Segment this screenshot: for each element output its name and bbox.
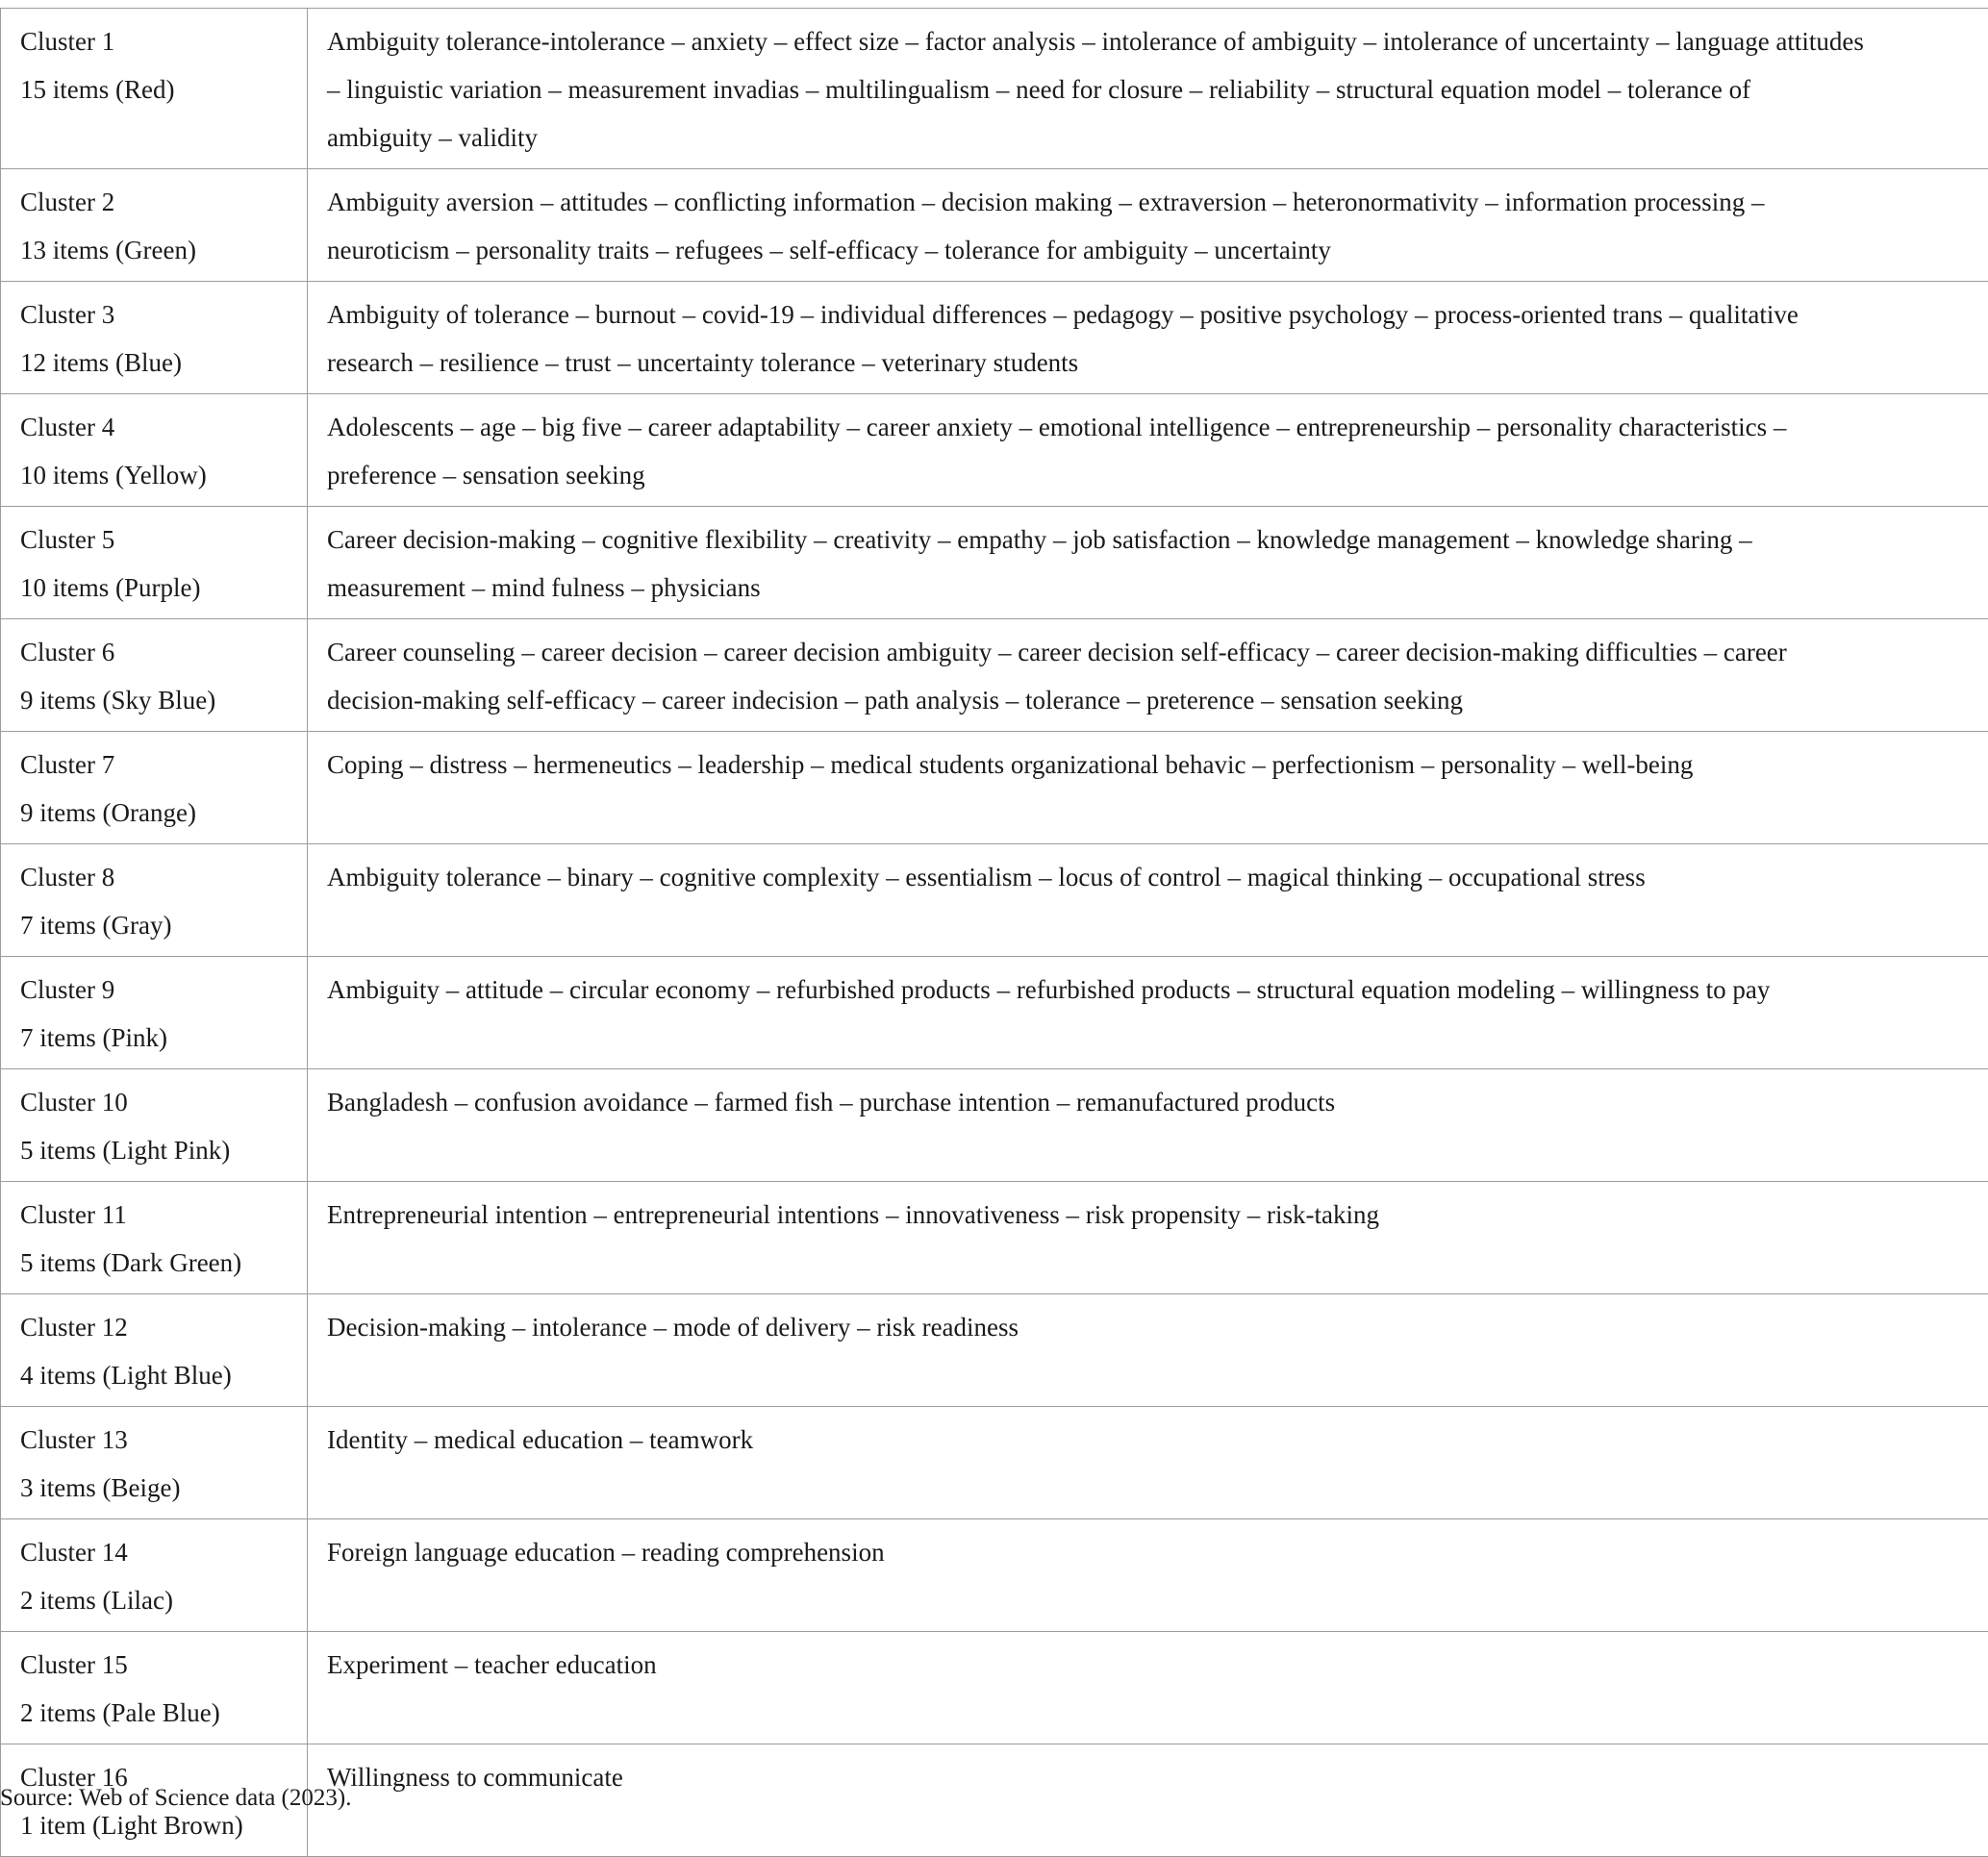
cluster-item-count: 5 items (Dark Green) xyxy=(20,1239,288,1287)
cluster-item-count: 3 items (Beige) xyxy=(20,1464,288,1512)
cluster-item-count: 7 items (Gray) xyxy=(20,901,288,949)
cluster-terms-line: – linguistic variation – measurement invadias – multilingualism – need for closure – reliability – structural equation model – tolerance of xyxy=(327,65,1969,113)
cluster-terms-cell xyxy=(308,394,1988,507)
cluster-terms-cell xyxy=(308,957,1988,1069)
cluster-table xyxy=(0,8,1988,1857)
table-source-note: Source: Web of Science data (2023). xyxy=(0,1784,351,1813)
cluster-terms-line: Ambiguity tolerance – binary – cognitive complexity – essentialism – locus of control – magical thinking – occupational stress xyxy=(327,853,1969,901)
cluster-name: Cluster 6 xyxy=(20,628,288,676)
cluster-name: Cluster 12 xyxy=(20,1303,288,1351)
cluster-label-cell xyxy=(1,844,308,957)
cluster-terms-line: neuroticism – personality traits – refugees – self-efficacy – tolerance for ambiguity – uncertainty xyxy=(327,226,1969,274)
cluster-terms-line: Decision-making – intolerance – mode of delivery – risk readiness xyxy=(327,1303,1969,1351)
cluster-terms-line: Ambiguity tolerance-intolerance – anxiety – effect size – factor analysis – intolerance of ambiguity – intolerance of uncertainty – language attitudes xyxy=(327,17,1969,65)
cluster-terms-cell xyxy=(308,169,1988,282)
cluster-item-count: 9 items (Orange) xyxy=(20,789,288,837)
table-row xyxy=(1,9,1988,169)
cluster-name: Cluster 2 xyxy=(20,178,288,226)
cluster-terms-cell xyxy=(308,507,1988,619)
cluster-terms-line: Identity – medical education – teamwork xyxy=(327,1416,1969,1464)
cluster-table-body xyxy=(1,9,1988,1857)
cluster-label-cell xyxy=(1,1069,308,1182)
cluster-name: Cluster 9 xyxy=(20,966,288,1014)
table-row xyxy=(1,507,1988,619)
cluster-label-cell xyxy=(1,169,308,282)
cluster-terms-cell xyxy=(308,1182,1988,1294)
cluster-terms-cell xyxy=(308,1407,1988,1519)
table-row xyxy=(1,1632,1988,1744)
cluster-terms-line: decision-making self-efficacy – career indecision – path analysis – tolerance – preterence – sensation seeking xyxy=(327,676,1969,724)
cluster-item-count: 5 items (Light Pink) xyxy=(20,1126,288,1174)
cluster-name: Cluster 7 xyxy=(20,740,288,789)
cluster-item-count: 2 items (Pale Blue) xyxy=(20,1689,288,1737)
cluster-name: Cluster 3 xyxy=(20,290,288,339)
table-row xyxy=(1,844,1988,957)
cluster-terms-cell xyxy=(308,1744,1988,1857)
cluster-name: Cluster 11 xyxy=(20,1191,288,1239)
cluster-label-cell xyxy=(1,507,308,619)
cluster-label-cell xyxy=(1,394,308,507)
cluster-label-cell xyxy=(1,1632,308,1744)
table-row xyxy=(1,1519,1988,1632)
table-row xyxy=(1,169,1988,282)
cluster-item-count: 15 items (Red) xyxy=(20,65,288,113)
cluster-terms-line: Ambiguity aversion – attitudes – conflicting information – decision making – extraversion – heteronormativity – information processing – xyxy=(327,178,1969,226)
table-row xyxy=(1,619,1988,732)
cluster-terms-line: Entrepreneurial intention – entrepreneurial intentions – innovativeness – risk propensity – risk-taking xyxy=(327,1191,1969,1239)
cluster-item-count: 12 items (Blue) xyxy=(20,339,288,387)
cluster-terms-cell xyxy=(308,1519,1988,1632)
cluster-label-cell xyxy=(1,732,308,844)
cluster-item-count: 10 items (Purple) xyxy=(20,564,288,612)
cluster-name: Cluster 16 xyxy=(20,1753,288,1801)
cluster-name: Cluster 4 xyxy=(20,403,288,451)
cluster-item-count: 7 items (Pink) xyxy=(20,1014,288,1062)
cluster-label-cell xyxy=(1,1294,308,1407)
cluster-label-cell xyxy=(1,1182,308,1294)
cluster-label-cell xyxy=(1,957,308,1069)
cluster-name: Cluster 1 xyxy=(20,17,288,65)
cluster-item-count: 2 items (Lilac) xyxy=(20,1576,288,1624)
cluster-terms-cell xyxy=(308,844,1988,957)
cluster-terms-line: Career counseling – career decision – career decision ambiguity – career decision self-efficacy – career decision-making difficulties – career xyxy=(327,628,1969,676)
cluster-item-count: 9 items (Sky Blue) xyxy=(20,676,288,724)
cluster-terms-line: Ambiguity of tolerance – burnout – covid-19 – individual differences – pedagogy – positive psychology – process-oriented trans – qualitative xyxy=(327,290,1969,339)
cluster-item-count: 13 items (Green) xyxy=(20,226,288,274)
cluster-name: Cluster 8 xyxy=(20,853,288,901)
table-row xyxy=(1,1182,1988,1294)
table-row xyxy=(1,732,1988,844)
table-row xyxy=(1,394,1988,507)
cluster-terms-cell xyxy=(308,1632,1988,1744)
cluster-name: Cluster 15 xyxy=(20,1641,288,1689)
cluster-label-cell xyxy=(1,1407,308,1519)
cluster-item-count: 4 items (Light Blue) xyxy=(20,1351,288,1399)
cluster-label-cell xyxy=(1,9,308,169)
cluster-terms-cell xyxy=(308,619,1988,732)
cluster-label-cell xyxy=(1,1519,308,1632)
cluster-name: Cluster 5 xyxy=(20,515,288,564)
cluster-name: Cluster 14 xyxy=(20,1528,288,1576)
cluster-terms-line: ambiguity – validity xyxy=(327,113,1969,162)
cluster-terms-line: Willingness to communicate xyxy=(327,1753,1969,1801)
cluster-terms-cell xyxy=(308,282,1988,394)
cluster-terms-cell xyxy=(308,1294,1988,1407)
cluster-terms-line: Experiment – teacher education xyxy=(327,1641,1969,1689)
table-row xyxy=(1,1294,1988,1407)
table-row xyxy=(1,1407,1988,1519)
cluster-label-cell xyxy=(1,619,308,732)
table-row xyxy=(1,282,1988,394)
cluster-terms-line: preference – sensation seeking xyxy=(327,451,1969,499)
cluster-item-count: 10 items (Yellow) xyxy=(20,451,288,499)
table-row xyxy=(1,1069,1988,1182)
cluster-terms-cell xyxy=(308,9,1988,169)
cluster-terms-cell xyxy=(308,1069,1988,1182)
cluster-name: Cluster 13 xyxy=(20,1416,288,1464)
table-row xyxy=(1,957,1988,1069)
cluster-terms-line: Career decision-making – cognitive flexibility – creativity – empathy – job satisfaction – knowledge management – knowledge sharing – xyxy=(327,515,1969,564)
cluster-terms-line: Foreign language education – reading comprehension xyxy=(327,1528,1969,1576)
cluster-terms-line: research – resilience – trust – uncertainty tolerance – veterinary students xyxy=(327,339,1969,387)
cluster-terms-line: measurement – mind fulness – physicians xyxy=(327,564,1969,612)
cluster-terms-line: Ambiguity – attitude – circular economy – refurbished products – refurbished products – structural equation modeling – willingness to pay xyxy=(327,966,1969,1014)
cluster-terms-line: Coping – distress – hermeneutics – leadership – medical students organizational behavic – perfectionism – personality – well-being xyxy=(327,740,1969,789)
cluster-label-cell xyxy=(1,282,308,394)
cluster-item-count: 1 item (Light Brown) xyxy=(20,1801,288,1849)
cluster-name: Cluster 10 xyxy=(20,1078,288,1126)
cluster-terms-line: Adolescents – age – big five – career adaptability – career anxiety – emotional intelligence – entrepreneurship – personality characteristics – xyxy=(327,403,1969,451)
cluster-terms-line: Bangladesh – confusion avoidance – farmed fish – purchase intention – remanufactured products xyxy=(327,1078,1969,1126)
cluster-terms-cell xyxy=(308,732,1988,844)
